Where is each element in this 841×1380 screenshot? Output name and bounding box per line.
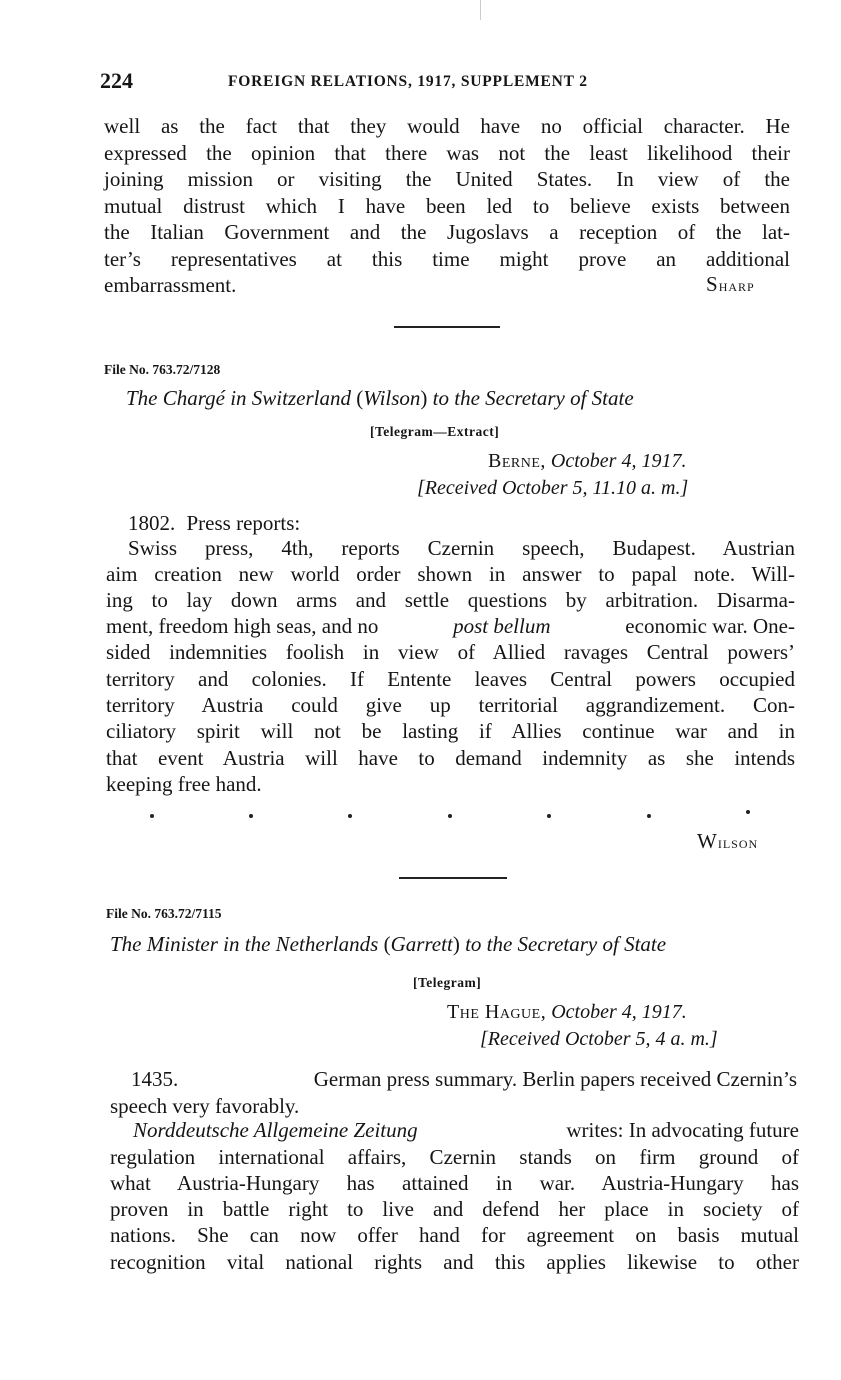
telegram-lead: German press summary. Berlin papers received Czernin’s (313, 1067, 797, 1091)
file-number: File No. 763.72/7128 (104, 362, 221, 377)
telegram-number-line (128, 510, 300, 536)
ellipsis-dot (348, 814, 352, 818)
telegram-lead: Press reports: (186, 511, 301, 535)
received-line: [Received October 5, 11.10 a. m.] (417, 477, 689, 499)
text-line: sided indemnities foolish in view of Allied ravages Central powers’ (106, 640, 795, 664)
ellipsis-dot (448, 814, 452, 818)
title-part: The Minister in the Netherlands (110, 932, 379, 956)
running-head: FOREIGN RELATIONS, 1917, SUPPLEMENT 2 (228, 73, 588, 90)
telegram-number-line (131, 1066, 797, 1092)
title-name: Garrett (390, 932, 453, 956)
signature: Sharp (706, 272, 755, 296)
place: Berne, (488, 450, 546, 472)
section-divider (394, 326, 500, 328)
telegram-tag: [Telegram—Extract] (370, 424, 500, 439)
text-line: territory Austria could give up territorial aggrandizement. Con- (106, 693, 795, 717)
text-line: that event Austria will have to demand indemnity as she intends (106, 746, 795, 770)
title-part: to the Secretary of State (432, 386, 634, 410)
title-name: Wilson (363, 386, 421, 410)
text-line: what Austria-Hungary has attained in war. Austria-Hungary has (110, 1171, 799, 1195)
ellipsis-dot (647, 814, 651, 818)
telegram-number: 1802. (128, 511, 176, 535)
text-line: joining mission or visiting the United States. In view of the (104, 167, 790, 191)
ellipsis-dot (547, 814, 551, 818)
text-line: mutual distrust which I have been led to believe exists between (104, 194, 790, 218)
signature: Wilson (697, 829, 759, 853)
ellipsis-dot (150, 814, 154, 818)
omission-dots (150, 810, 760, 824)
text-line: territory and colonies. If Entente leaves Central powers occupied (106, 667, 795, 691)
date: October 4, 1917. (550, 450, 687, 472)
text-line: the Italian Government and the Jugoslavs a reception of the lat- (104, 220, 790, 244)
place: The Hague, (447, 1001, 547, 1023)
text-line: ment, freedom high seas, and no post bellum economic war. One- (106, 614, 795, 638)
date: October 4, 1917. (551, 1001, 687, 1023)
text-line: keeping free hand. (106, 772, 262, 796)
scan-mark (480, 0, 481, 20)
text-line: proven in battle right to live and defend her place in society of (110, 1197, 799, 1221)
telegram-number: 1435. (131, 1067, 179, 1091)
document-title: The Chargé in Switzerland (Wilson) to the Secretary of State (126, 386, 634, 410)
page-number: 224 (100, 68, 133, 93)
telegram-tag: [Telegram] (413, 975, 482, 990)
ellipsis-dot (746, 810, 750, 814)
text-line: recognition vital national rights and this applies likewise to other (110, 1250, 799, 1274)
text-line: regulation international affairs, Czernin stands on firm ground of (110, 1145, 799, 1169)
dateline (447, 1001, 687, 1024)
dateline (488, 450, 686, 473)
text-line: ter’s representatives at this time might prove an additional (104, 247, 790, 271)
title-part: The Chargé in Switzerland (126, 386, 351, 410)
title-part: to the Secretary of State (465, 932, 667, 956)
text-line: ing to lay down arms and settle questions by arbitration. Disarma- (106, 588, 795, 612)
text-line: aim creation new world order shown in answer to papal note. Will- (106, 562, 795, 586)
section-divider (399, 877, 507, 879)
newspaper-name: Norddeutsche Allgemeine Zeitung (133, 1118, 418, 1142)
text-line: well as the fact that they would have no official character. He (104, 114, 790, 138)
text-line: speech very favorably. (110, 1094, 300, 1118)
document-title: The Minister in the Netherlands (Garrett) to the Secretary of State (110, 932, 667, 956)
text-line: nations. She can now offer hand for agreement on basis mutual (110, 1223, 799, 1247)
text-line: expressed the opinion that there was not the least likelihood their (104, 141, 790, 165)
text-line: Swiss press, 4th, reports Czernin speech, Budapest. Austrian (128, 536, 795, 560)
text-line: Norddeutsche Allgemeine Zeitung writes: In advocating future (133, 1118, 799, 1142)
file-number: File No. 763.72/7115 (106, 906, 222, 921)
text-line: ciliatory spirit will not be lasting if Allies continue war and in (106, 719, 795, 743)
received-line: [Received October 5, 4 a. m.] (480, 1028, 718, 1050)
text-line: embarrassment. (104, 273, 237, 297)
ellipsis-dot (249, 814, 253, 818)
